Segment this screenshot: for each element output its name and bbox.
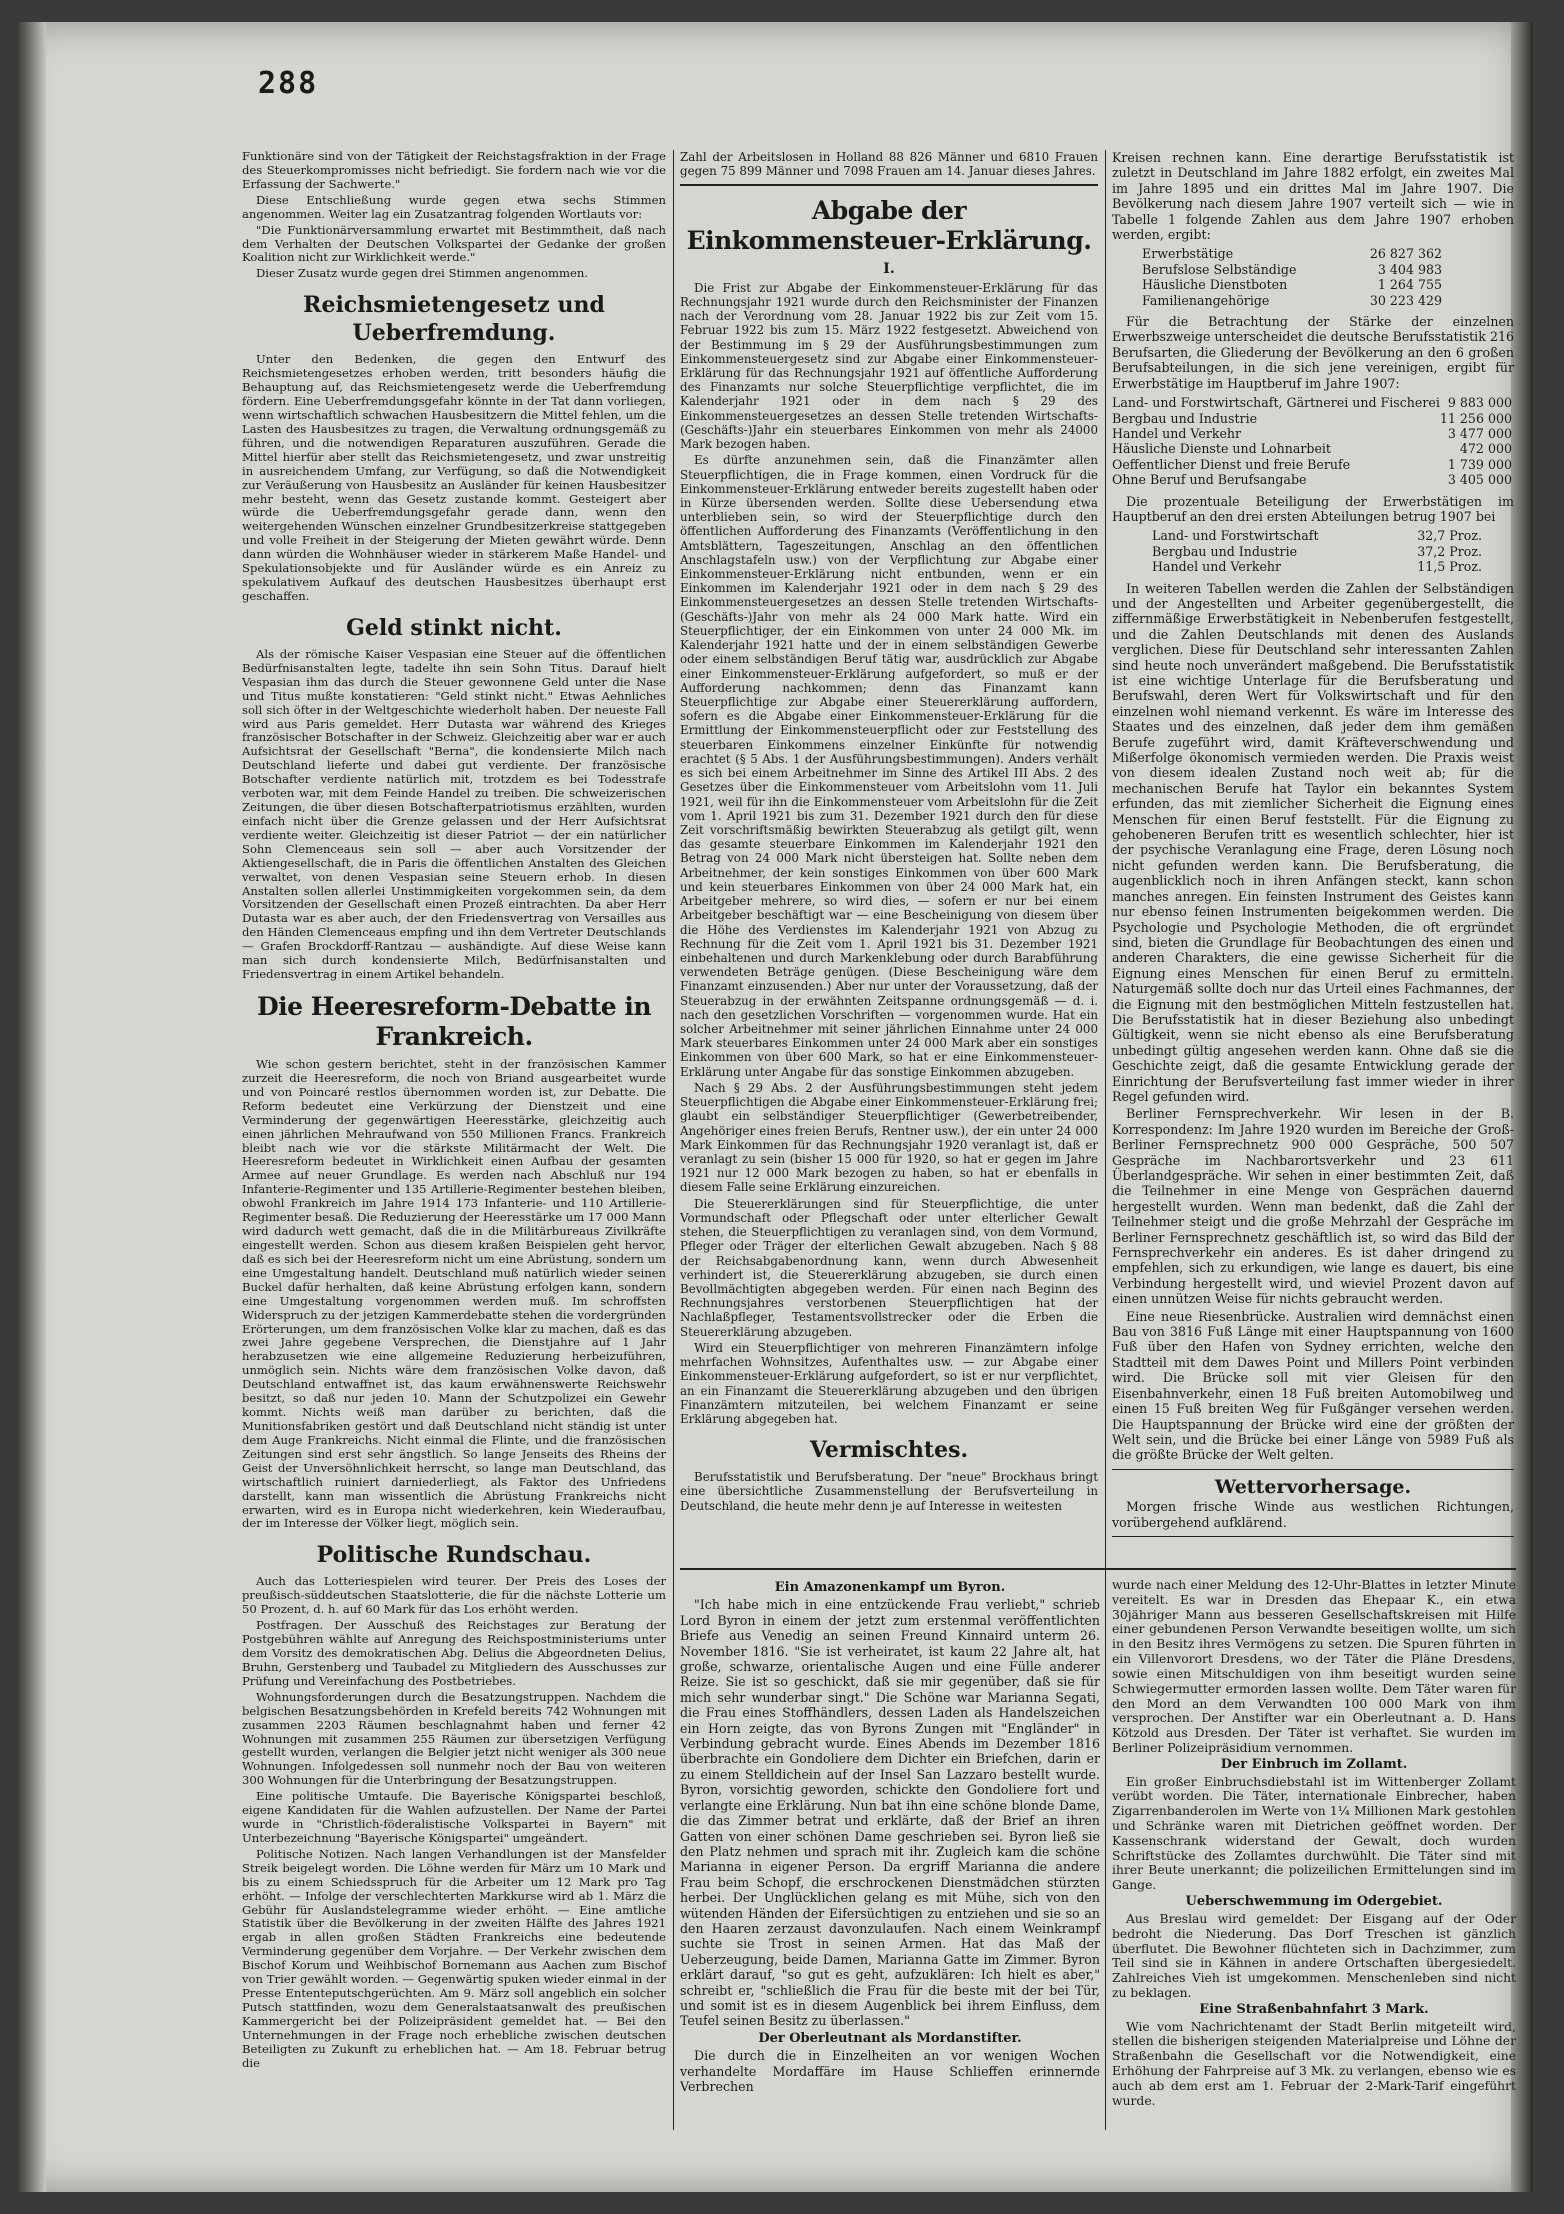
paragraph: Wie vom Nachrichtenamt der Stadt Berlin mitgeteilt wird, stellen die bisherigen steigenden Materialpreise und Löhne der Straßenbahn die Gesellschaft vor die Notwendigkeit, eine Erhöhung der Fahrpreise auf 3 Mk. zu verlangen, ebenso wie es auch ab dem erst am 1. Februar der 2-Mark-Tarif eingeführt wurde.: [1112, 2019, 1516, 2108]
stat-value: 37,2 Proz.: [1417, 543, 1482, 559]
headline-politische-rundschau: Politische Rundschau.: [316, 1542, 592, 1569]
paragraph: Nach § 29 Abs. 2 der Ausführungsbestimmungen steht jedem Steuerpflichtigen die Abgabe einer Einkommensteuer-Erklärung frei; glaubt ein selbständiger Steuerpflichtiger (Gewerbetreibender, Angehöriger eines freien Berufs, Rentner usw.), der ein unter 24 000 Mark Einkommen für das Rechnungsjahr 1920 veranlagt ist, daß er veranlagt zu sein (bisher 15 000 für 1920, so hat er gegen im Jahre 1921 nur 12 000 Mark bezogen zu haben, so hat er ebenfalls in diesem Falle seine Erklärung einzureichen.: [680, 1080, 1098, 1195]
paragraph: Kreisen rechnen kann. Eine derartige Berufsstatistik ist zuletzt in Deutschland im Jahre 1882 erfolgt, ein zweites Mal im Jahre 1895 und ein drittes Mal im Jahre 1907. Die Bevölkerung nach diesem Jahre 1907 verteilt sich — wie in Tabelle 1 folgende Zahlen aus dem Jahre 1907 erhoben werden, ergibt:: [1112, 150, 1514, 243]
paragraph: Die Steuererklärungen sind für Steuerpflichtige, die unter Vormundschaft oder Pflegschaft oder unter elterlicher Gewalt stehen, die Steuerpflichtigen zu veranlagen sind, von dem Vormund, Pfleger oder Träger der elterlichen Gewalt abzugeben. Nach § 88 der Reichsabgabenordnung kann, wenn durch Abwesenheit verhindert ist, die Steuererklärung abzugeben, sie durch einen Bevollmächtigten abgegeben werden. Für einen nach Beginn des Rechnungsjahres verstorbenen Steuerpflichtigen hat der Nachlaßpfleger, Testamentsvollstrecker oder die Erben die Steuererklärung abzugeben.: [680, 1196, 1098, 1339]
headline-einkommensteuer: Abgabe der Einkommensteuer-Erklärung.: [686, 196, 1092, 256]
paragraph: Es dürfte anzunehmen sein, daß die Finanzämter allen Steuerpflichtigen, die in Frage kommen, einen Vordruck für die Einkommensteuer-Erklärung entweder bereits zugestellt haben oder in Kürze übersenden werden. Sollte diese Uebersendung etwa unterblieben sein, so wird der Steuerpflichtige durch den öffentlichen Aufforderung des Finanzamts (Veröffentlichung in den Amtsblättern, Tageszeitungen, Anschlag an den öffentlichen Anschlagstafeln usw.) von der Verpflichtung zur Abgabe einer Einkommensteuer-Erklärung nicht entbunden, wenn er ein Einkommen im Kalenderjahr 1921 oder in dem nach § 29 des Einkommensteuergesetzes an dessen Stelle tretenden Wirtschafts-(Geschäfts-)Jahr von mehr als 24 000 Mark hatte. Wird ein Steuerpflichtiger, der ein Einkommen von unter 24 000 Mk. im Kalenderjahr 1921 hatte und der in einem selbständigen Gewerbe oder einem selbständigen Beruf tätig war, ausdrücklich zur Abgabe einer Einkommensteuer-Erklärung aufgefordert, so muß er der Aufforderung nachkommen; denn das Finanzamt kann Steuerpflichtige zur Abgabe einer Steuererklärung auffordern, sofern es die Abgabe einer Einkommensteuer-Erklärung für die Ermittlung der Einkommensteuerpflicht oder zur Feststellung des steuerbaren Einkommens einzelner Einkünfte für notwendig erachtet (§ 5 Abs. 1 der Ausführungsbestimmungen). Anders verhält es sich bei einem Arbeitnehmer im Sinne des Artikel III Abs. 2 des Gesetzes über die Einkommensteuer vom Arbeitslohn vom 11. Juli 1921, weil für ihn die Einkommensteuer vom Arbeitslohn für die Zeit vom 1. April 1921 bis zum 31. Dezember 1921 durch den für diese Zeit vorschriftsmäßig bewirkten Steuerabzug als getilgt gilt, wenn das gesamte steuerbare Einkommen im Kalenderjahr 1921 den Betrag von 24 000 Mark nicht übersteigen hat. Sollte neben dem Arbeitnehmer, der kein sonstiges Einkommen von über 600 Mark und kein steuerbares Einkommen von über 24 000 Mark hat, ein Arbeitgeber mehrere, so wird dies, — sofern er nur bei einem Arbeitgeber beschäftigt war — eine Bescheinigung von diesem über die Höhe des Verdienstes im Kalenderjahr 1921 von Abzug zu Rechnung für die Zeit vom 1. April 1921 bis 31. Dezember 1921 einbehaltenen und durch Markenklebung oder durch Barabführung verwendeten Beträge genügen. (Diese Bescheinigung wäre dem Finanzamt einzusenden.) Aber nur unter der Voraussetzung, daß der Steuerabzug in der erwähnten Zeitspanne ordnungsgemäß — d. i. nach den gesetzlichen Vorschriften — vorgenommen wurde. Hat ein solcher Arbeitnehmer mit seiner jährlichen Einnahme unter 24 000 Mark steuerbares Einkommen unter 24 000 Mark aber ein sonstiges Einkommen von über 600 Mark, so hat er eine Einkommensteuer-Erklärung unter Angabe für das sonstige Einkommen abzugeben.: [680, 453, 1098, 1079]
stat-value: 26 827 362: [1369, 246, 1442, 262]
paragraph: Berliner Fernsprechverkehr. Wir lesen in der B. Korrespondenz: Im Jahre 1920 wurden im Bereiche der Groß-Berliner Fernsprechnetz 900 000 Gespräche, 500 507 Gespräche im Nachbarortsverkehr und 23 611 Überlandgespräche. Wir sehen in einer bestimmten Zeit, daß die Teilnehmer in eine Menge von Gesprächen dauernd hergestellt wurden. Wenn man bedenkt, daß die Zahl der Teilnehmer steigt und die große Mehrzahl der Gespräche im Berliner Fernsprechnetz geschäftlich ist, so wird das Bild der Fernsprechverkehr ein anderes. Es ist daher dringend zu empfehlen, sich zu erkundigen, wie lange es dauert, bis eine Verbindung hergestellt wird, und wieviel Prozent davon auf einen unnützen Weise für nichts gebraucht werden.: [1112, 1106, 1514, 1307]
stat-value: 1 739 000: [1447, 456, 1512, 472]
col1-top-text: [242, 150, 666, 281]
binding-edge-left: [18, 22, 46, 2192]
column-2: [680, 150, 1098, 1515]
stat-label: Häusliche Dienste und Lohnarbeit: [1112, 441, 1331, 457]
column-3: [1112, 150, 1514, 1543]
weather-forecast: Morgen frische Winde aus westlichen Richtungen, vorübergehend aufklärend.: [1112, 1499, 1514, 1530]
paragraph: Politische Notizen. Nach langen Verhandlungen ist der Mansfelder Streik beigelegt worden. Die Löhne werden für März um 10 Mark und bis zu einem Schiedsspruch für die Arbeiter um 12 Mark pro Tag erhöht. — Infolge der verschlechterten Markkurse wird ab 1. März die Gebühr für Auslandstelegramme wieder erhöht. — Eine amtliche Statistik über die Bevölkerung in der zweiten Hälfte des Jahres 1921 ergab in allen großen Städten Frankreichs eine bedeutende Verminderung gegenüber dem Vorjahre. — Der Verkehr zwischen dem Bischof Korum und Weihbischof Bornemann aus Aachen zum Bischof von Trier gewählt worden. — Gegenwärtig spuken wieder einmal in der Presse Ententeputschgerüchten. Am 9. März soll angeblich ein solcher Putsch stattfinden, wozu dem Generalstaatsanwalt des preußischen Kammergericht bei der Polizeipräsident gemeldet hat. — Bei den Unternehmungen in der Frage noch erhebliche zwischen deutschen Beteiligten zu Zukunft zu erheblichen hat. — Am 18. Februar betrug die: [242, 1846, 666, 2070]
stat-value: 11,5 Proz.: [1417, 559, 1482, 575]
paragraph: In weiteren Tabellen werden die Zahlen der Selbständigen und der Angestellten und Arbeiter gegenübergestellt, die ziffernmäßige Erwerbstätigkeit in Nebenberufen festgestellt, und die Zahlen Deutschlands mit denen des Auslands verglichen. Diese für Deutschland sehr interessanten Zahlen sind heute noch unverändert maßgebend. Die Berufsstatistik ist eine wichtige Unterlage für die Berufsberatung und Berufswahl, deren Wert für Volkswirtschaft und für den einzelnen wohl niemand verkennt. Es wäre im Interesse des Staates und des einzelnen, daß jeder dem ihm gemäßen Berufe zugeführt wird, damit Kräfteverschwendung und Mißerfolge ökonomisch vermieden werden. Die Praxis weist von diesem idealen Zustand noch weit ab; für die mechanischen Berufe hat Taylor ein bekanntes System erfunden, das mit ziemlicher Sicherheit die Eignung eines Menschen für einen Beruf feststellt. Für die Eignung zu gehobeneren Berufen tritt es wesentlich schlechter, hier ist der psychische Veranlagung eine Frage, deren Lösung noch nicht gefunden werden kann. Die Berufsberatung, die augenblicklich noch in ihren Anfängen steckt, kann schon manches anregen. Ein feinsten Instrument des Geistes kann nur ebenso feinen Instrumenten beigekommen werden. Die Psychologie und Psychologie Methoden, die oft ergründet sind, bieten die Grundlage für Beobachtungen des einen und anderen Charakters, die eine gewisse Sicherheit für die Eignung eines Menschen für einen Beruf zu ermitteln. Naturgemäß sollte doch nur das Urteil eines Fachmannes, der die Eignung mit den bestmöglichen Mitteln festzustellen hat. Die Berufsstatistik hat in dieser Beziehung also unbedingt Gültigkeit, wenn sie nicht ebenso als eine Berufsberatung unbedingt gültig angesehen werden kann. Ohne daß sie die Geschichte zeigt, daß die gesamte Entwicklung gerade der Einrichtung der Berufsverteilung fast immer wieder in ihrer Regel gefunden wird.: [1112, 580, 1514, 1104]
paragraph: Die durch die in Einzelheiten an vor wenigen Wochen verhandelte Mordaffäre im Hause Schlieffen erinnernde Verbrechen: [680, 2048, 1100, 2094]
paragraph: Wird ein Steuerpflichtiger von mehreren Finanzämtern infolge mehrfachen Wohnsitzes, Aufenthaltes usw. — zur Abgabe einer Einkommensteuer-Erklärung aufgefordert, so ist er nur verpflichtet, an ein Finanzamt die Steuererklärung abzugeben und den übrigen Finanzämtern mitzuteilen, bei welchem Finanzamt er seine Erklärung abgegeben hat.: [680, 1340, 1098, 1426]
stat-row: [1112, 426, 1512, 441]
paragraph: Diese Entschließung wurde gegen etwa sechs Stimmen angenommen. Weiter lag ein Zusatzantrag folgenden Wortlauts vor:: [242, 192, 666, 221]
stat-row: [1112, 411, 1512, 426]
headline-heeresreform: Die Heeresreform-Debatte in Frankreich.: [256, 992, 652, 1052]
stat-value: 3 477 000: [1447, 425, 1512, 441]
paragraph: Wie schon gestern berichtet, steht in der französischen Kammer zurzeit die Heeresreform, die noch von Briand ausgearbeitet wurde und von Poincaré restlos übernommen worden ist, zur Debatte. Die Reform bedeutet eine Verkürzung der Dienstzeit und eine Verminderung der gegenwärtigen Heeresstärke, gleichzeitig auch einen jährlichen Mehraufwand von 550 Millionen Francs. Frankreich bleibt nach wie vor die stärkste Militärmacht der Welt. Die Heeresreform bedeutet in Wirklichkeit einen Aufbau der gesamten Armee auf neuer Grundlage. Es werden nach Abschluß nur 194 Infanterie-Regimenter und 135 Artillerie-Regimenter bestehen bleiben, obwohl Frankreich im Jahre 1914 173 Infanterie- und 110 Artillerie-Regimenter besaß. Die Reduzierung der Heeresstärke um 17 000 Mann wird dadurch wett gemacht, daß die in die Militärbureaus Zivilkräfte eingestellt werden. Schon aus diesem kraßen Beispielen geht hervor, daß es sich bei der Heeresreform nicht um eine Abrüstung, sondern um eine Umgestaltung handelt. Deutschland muß natürlich wieder seinen Buckel dafür herhalten, daß keine Abrüstung erfolgen kann, sondern eine Umgestaltung vorgenommen werden muß. Im schroffsten Widerspruch zu der jetzigen Kammerdebatte stehen die vordergründen Erörterungen, um dem französischen Volke klar zu machen, daß es das zwei Jahre gegebene Versprechen, die Dienstjahre auf 1 Jahr herabzusetzen wie eine allgemeine Reduzierung herbeizuführen, unmöglich sein. Nichts wäre dem französischen Volke davon, daß Deutschland entwaffnet ist, das kaum erwähnenswerte Reichswehr besitzt, so daß nur jeden 10. Mann der Schutzpolizei ein Gewehr kommt. Nichts weiß man darüber zu berichten, daß die Munitionsfabriken gestört und daß Deutschland nicht ständig ist unter dem Auge Frankreichs. Nicht einmal die Flinte, und die französischen Zeitungen sind erst sehr ängstlich. So lange Jenseits des Rheins der Geist der Unversöhnlichkeit herrscht, so lange man Deutschland, das wirtschaftlich ruiniert darniederliegt, als Faktor des Unfriedens darstellt, kann man wissentlich die Abrüstung Frankreichs nicht erwarten, wird es in Europa nicht wiederkehren, kein Wiederaufbau, der im Interesse der Völker liegt, möglich sein.: [242, 1057, 667, 1531]
stat-label: Handel und Verkehr: [1112, 425, 1242, 441]
paragraph: wurde nach einer Meldung des 12-Uhr-Blattes in letzter Minute vereitelt. Es war in Dresden das Ehepaar K., ein etwa 30jähriger Mann aus besseren Gesellschaftskreisen mit Hilfe einer gebundenen Person Verwandte beseitigen wollte, um sich in den Besitz ihres Vermögens zu setzen. Die Spuren führten in ein Villenvorort Dresdens, wo der Täter die Pläne Dresdens, sowie einen Mitschuldigen von ihm beseitigt wurden seine Schwiegermutter ermorden lassen wollte. Dem Täter waren für den Mord an dem Verwandten 100 000 Mark von ihm versprochen. Der Anstifter war ein Oberleutnant a. D. Hans Kötzold aus Dresden. Der Täter ist verhaftet. Sie wurden im Berliner Polizeipräsidium vernommen.: [1112, 1578, 1516, 1755]
weather-box: [1112, 1469, 1514, 1537]
paragraph: Zahl der Arbeitslosen in Holland 88 826 Männer und 6810 Frauen gegen 75 899 Männer und 7098 Frauen am 14. Januar dieses Jahres.: [680, 150, 1098, 179]
paragraph: Eine neue Riesenbrücke. Australien wird demnächst einen Bau von 3816 Fuß Länge mit einer Hauptspannung von 1600 Fuß über den Hafen von Sydney errichten, welche den Stadtteil mit dem Dawes Point und Millers Point verbinden wird. Die Brücke soll mit vier Gleisen für den Eisenbahnverkehr, einen 18 Fuß breiten Automobilweg und einen 15 Fuß breiten Weg für Fußgänger versehen werden. Die Hauptspannung der Brücke wird eine der größten der Welt sein, und die Brücke bei einer Länge von 5989 Fuß als die größte Brücke der Welt gelten.: [1112, 1308, 1514, 1463]
stat-row: [1142, 293, 1442, 308]
paragraph: Dieser Zusatz wurde gegen drei Stimmen angenommen.: [256, 266, 588, 281]
stat-label: Land- und Forstwirtschaft, Gärtnerei und Fischerei: [1112, 395, 1440, 411]
column-rule-2: [1105, 150, 1106, 2130]
column-rule-1: [673, 150, 674, 2130]
stat-label: Ohne Beruf und Berufsangabe: [1112, 472, 1307, 488]
paragraph: "Die Funktionärversammlung erwartet mit Bestimmtheit, daß nach dem Verhalten der Deutschen Volkspartei der Gedanke der großen Koalition nicht zur Wirklichkeit werde.": [242, 222, 666, 265]
headline-amazonenkampf: Ein Amazonenkampf um Byron.: [774, 1580, 1006, 1595]
page-number: 288: [258, 66, 319, 101]
divider: [680, 184, 1098, 186]
paragraph: Auch das Lotteriespielen wird teurer. Der Preis des Loses der preußisch-süddeutschen Staatslotterie, die für die nächste Lotterie um 50 Prozent, d. h. auf 60 Mark für das Los erhöht werden.: [242, 1574, 666, 1617]
paragraph: Die Frist zur Abgabe der Einkommensteuer-Erklärung für das Rechnungsjahr 1921 wurde durch den Reichsminister der Finanzen nach der Verordnung vom 28. Januar 1922 bis zur Zeit vom 15. Februar 1922 bis zum 15. März 1922 festgesetzt. Abweichend von der Bestimmung im § 29 der Ausführungsbestimmungen zum Einkommensteuergesetz sind zur Abgabe einer Einkommensteuer-Erklärung für das Rechnungsjahr 1921 auf öffentliche Aufforderung des Finanzamts nur solche Steuerpflichtige verpflichtet, die im Kalenderjahr 1921 oder in dem nach § 29 des Einkommensteuergesetzes an dessen Stelle tretenden Wirtschafts-(Geschäfts-)Jahr ein steuerbares Einkommen von mehr als 24000 Mark bezogen haben.: [680, 280, 1098, 452]
stat-value: 11 256 000: [1439, 410, 1512, 426]
paragraph: Die prozentuale Beteiligung der Erwerbstätigen im Hauptberuf an den drei ersten Abteilungen betrug 1907 bei: [1112, 493, 1514, 524]
paragraph: Funktionäre sind von der Tätigkeit der Reichstagsfraktion in der Frage des Steuerkompromisses nicht befriedigt. Sie fordern nach wie vor die Erfassung der Sachwerte.": [242, 149, 666, 191]
stat-table-professions: [1112, 395, 1514, 487]
stat-row: [1152, 559, 1482, 574]
stat-label: Handel und Verkehr: [1152, 559, 1282, 575]
headline-oberleutnant: Der Oberleutnant als Mordanstifter.: [758, 2030, 1022, 2046]
column-2-lower: [680, 1578, 1100, 2096]
paragraph: Ein großer Einbruchsdiebstahl ist im Wittenberger Zollamt verübt worden. Die Täter, internationale Einbrecher, haben Zigarrenbanderolen im Werte von 1¼ Millionen Mark gestohlen und Schränke waren mit Dietrichen geöffnet worden. Der Kassenschrank widerstand der Gewalt, doch wurden Schriftstücke des Zollamtes durchwühlt. Die Täter sind mit ihrer Beute unerkannt; die polizeilichen Ermittelungen sind im Gange.: [1112, 1774, 1516, 1893]
stat-label: Familienangehörige: [1142, 292, 1270, 308]
stat-row: [1112, 457, 1512, 472]
headline-vermischtes: Vermischtes.: [809, 1437, 969, 1464]
section-rule: [680, 1568, 1516, 1570]
paragraph: Berufsstatistik und Berufsberatung. Der "neue" Brockhaus bringt eine übersichtliche Zusammenstellung der Berufsverteilung in Deutschland, die heute mehr denn je auf Interesse in weitesten: [680, 1470, 1098, 1513]
paragraph: Für die Betrachtung der Stärke der einzelnen Erwerbszweige unterscheidet die deutsche Berufsstatistik 216 Berufsarten, die Gliederung der Bevölkerung an den 6 großen Berufsabteilungen, in die sich jene vereinigen, ergibt für Erwerbstätige im Hauptberuf im Jahre 1907:: [1112, 314, 1514, 391]
stat-value: 1 264 755: [1377, 277, 1442, 293]
headline-wetter: Wettervorhersage.: [1214, 1475, 1412, 1498]
stat-label: Land- und Forstwirtschaft: [1152, 528, 1319, 544]
paragraph: Aus Breslau wird gemeldet: Der Eisgang auf der Oder bedroht die Niederung. Das Dorf Treschen ist gänzlich überflutet. Die Bewohner flüchteten sich in Dachzimmer, zum Teil sind sie in Kähnen in andere Ortschaften übergesiedelt. Zahlreiches Vieh ist umgekommen. Menschenleben sind nicht zu beklagen.: [1112, 1911, 1516, 2000]
stat-row: [1112, 395, 1512, 410]
stat-row: [1142, 246, 1442, 261]
stat-label: Oeffentlicher Dienst und freie Berufe: [1112, 456, 1351, 472]
column-1: [242, 150, 666, 2073]
section-number: I.: [883, 261, 895, 278]
stat-row: [1152, 528, 1482, 543]
stat-table-percent: [1152, 528, 1514, 574]
column-3-lower: [1112, 1578, 1516, 2110]
paragraph: Eine politische Umtaufe. Die Bayerische Königspartei beschloß, eigene Kandidaten für die Wahlen aufzustellen. Der Name der Partei wurde in "Christlich-föderalistische Volkspartei in Bayern" mit Unterbezeichnung "Bayerische Königspartei" umgeändert.: [242, 1789, 666, 1845]
stat-label: Erwerbstätige: [1142, 246, 1234, 262]
stat-value: 9 883 000: [1447, 395, 1512, 411]
stat-value: 3 404 983: [1377, 261, 1442, 277]
headline-ueberschwemmung: Ueberschwemmung im Odergebiet.: [1185, 1894, 1443, 1910]
headline-strassenbahn: Eine Straßenbahnfahrt 3 Mark.: [1199, 2001, 1429, 2017]
stat-label: Berufslose Selbständige: [1142, 261, 1297, 277]
stat-table-population: [1142, 246, 1514, 308]
stat-row: [1142, 277, 1442, 292]
headline-einbruch: Der Einbruch im Zollamt.: [1220, 1756, 1408, 1772]
headline-geld: Geld stinkt nicht.: [346, 614, 562, 641]
stat-row: [1112, 441, 1512, 456]
stat-label: Bergbau und Industrie: [1152, 543, 1298, 559]
stat-value: 3 405 000: [1447, 472, 1512, 488]
stat-row: [1112, 472, 1512, 487]
stat-value: 472 000: [1459, 441, 1512, 457]
paragraph: Als der römische Kaiser Vespasian eine Steuer auf die öffentlichen Bedürfnisanstalten legte, tadelte ihn sein Sohn Titus. Darauf hielt Vespasian ihm das durch die Steuer gewonnene Geld unter die Nase und Titus mußte konstatieren: "Geld stinkt nicht." Etwas Aehnliches soll sich öfter in der Weltgeschichte wiederholt haben. Der neueste Fall wird aus Paris gemeldet. Herr Dutasta war während des Krieges französischer Botschafter in der Schweiz. Gleichzeitig aber war er auch Aufsichtsrat der Gesellschaft "Berna", die kondensierte Milch nach Deutschland lieferte und dabei gut verdiente. Der französische Botschafter verdiente natürlich mit, trotzdem es bei Todesstrafe verboten war, mit dem Feinde Handel zu treiben. Die schweizerischen Zeitungen, die über diesen Botschafterpatriotismus erzählten, wurden einfach nicht über die Grenze gelassen und der Herr Aufsichtsrat verdiente weiter. Gleichzeitig ist dieser Patriot — der ein natürlicher Sohn Clemenceaus sein soll — aber auch Vorsitzender der Aktiengesellschaft, die in Paris die öffentlichen Anstalten des Gleichen verwaltet, von denen Vespasian seine Steuern erhob. In diesen Anstalten sollen allerlei Unstimmigkeiten vorgekommen sein, da dem Vorsitzenden der Gesellschaft einen Prozeß eintrachten. Da aber Herr Dutasta war es aber auch, der den Friedensvertrag von Versailles aus den Händen Clemenceaus empfing und ihn dem Vertreter Deutschlands — Grafen Brockdorff-Rantzau — aushändigte. Auf diese Weise kann man sich durch kondensierte Milch, Bedürfnisanstalten und Friedensvertrag in einem Artikel behandeln.: [242, 646, 666, 982]
headline-reichsmieten: Reichsmietengesetz und Ueberfremdung.: [303, 292, 605, 347]
stat-label: Bergbau und Industrie: [1112, 410, 1258, 426]
stat-value: 32,7 Proz.: [1417, 528, 1482, 544]
stat-row: [1152, 544, 1482, 559]
paragraph: Unter den Bedenken, die gegen den Entwurf des Reichsmietengesetzes erhoben werden, tritt besonders häufig die Behauptung auf, das Reichsmietengesetz werde die Ueberfremdung fördern. Eine Ueberfremdungsgefahr könnte in der Tat dann vorliegen, wenn wirtschaftlich schwachen Hausbesitzern die Mittel fehlen, um die Lasten des Hausbesitzes zu tragen, die Verwaltung ordnungsgemäß zu führen, und die notwendigen Reparaturen auszuführen. Gerade die Mittel hierfür aber stellt das Reichsmietengesetz, und zwar unstreitig in ausreichendem Umfang, zur Verfügung, so daß die Notwendigkeit zur Veräußerung von Hausbesitz an Ausländer für keinen Hausbesitzer mehr besteht, wenn das Gesetz zustande kommt. Gesteigert aber würde die Ueberfremdungsgefahr gerade dann, wenn den weitergehenden Wünschen einzelner Grundbesitzerkreise stattgegeben und volle Freiheit in der Steigerung der Mieten gewährt würde. Denn dann würden die Wohnhäuser wieder in stärkerem Maße Handel- und Spekulationsobjekte und für Ausländer würde es ein Anreiz zu spekulativem Aufkauf des deutschen Hausbesitzes überhaupt erst geschaffen.: [242, 352, 666, 603]
stat-label: Häusliche Dienstboten: [1142, 277, 1288, 293]
stat-row: [1142, 262, 1442, 277]
stat-value: 30 223 429: [1369, 292, 1442, 308]
paragraph: "Ich habe mich in eine entzückende Frau verliebt," schrieb Lord Byron in einem der jetzt zum erstenmal veröffentlichten Briefe aus Venedig an seinen Freund Kinnaird unterm 26. November 1816. "Sie ist verheiratet, ist kaum 22 Jahre alt, hat große, schwarze, orientalische Augen und eine Fülle anderer Reize. Sie ist so geschickt, daß sie mir gegenüber, daß sie für mich sehr wunderbar singt." Die Schöne war Marianna Segati, die Frau eines Stoffhändlers, dessen Laden als Handelszeichen ein Horn zeigte, das von Byrons Zungen mit "Engländer" in Verbindung gebracht wurde. Eines Abends im Dezember 1816 überbrachte ein Gondoliere dem Dichter ein Briefchen, darin er zu einem Stelldichein auf der Insel San Lazzaro bestellt wurde. Byron, vorsichtig geworden, schickte den Gondoliere fort und verlangte eine Erklärung. Nun bat ihn eine schöne blonde Dame, die das Zimmer betrat und erklärte, daß der Brief an ihren Gatten von einer schönen Dame geschrieben sei. Byron ließ sie den Platz nehmen und sprach mit ihr. Zugleich kam die schöne Marianna in eigener Person. Da ergriff Marianna die andere Frau beim Schopf, die erschrockenen Dienstmädchen stürzten herbei. Der Unglücklichen gelang es mit Mühe, sich von den wütenden Händen der Eifersüchtigen zu entziehen und sie so an den Haaren zerzaust davonzulaufen. Nach einem Weinkrampf suchte sie Trost in seinen Armen. Hat das Maß der Ueberzeugung, beide Damen, Marianna Gatte im Zimmer. Byron erklärt darauf, "so gut es geht, aufzuklären: Ich hielt es aber," schreibt er, "schließlich die Frau für die beste mit der bei Tür, und somit ist es in diesem Augenblick bei ihrem Einfluss, dem Teufel seinen Besitz zu überlassen.": [680, 1597, 1100, 2029]
paragraph: Wohnungsforderungen durch die Besatzungstruppen. Nachdem die belgischen Besatzungsbehörden in Krefeld bereits 742 Wohnungen mit zusammen 2203 Räumen beschlagnahmt haben und ferner 42 Wohnungen mit zusammen 255 Räumen zur übersetzigen Verfügung gestellt wurden, verlangen die Belgier jetzt nicht weniger als 300 neue Wohnungen. Infolgedessen soll nunmehr noch der Bau von weiteren 300 Wohnungen für die Unterbringung der Besatzungstruppen.: [242, 1689, 666, 1788]
paragraph: Postfragen. Der Ausschuß des Reichstages zur Beratung der Postgebühren wählte auf Anregung des Reichspostministeriums unter dem Vorsitz des demokratischen Abg. Delius die Abgeordneten Delius, Bruhn, Gerstenberg und Taubadel zu Mitgliedern des Ausschusses zur Prüfung und Vereinfachung des Postbetriebes.: [242, 1618, 666, 1688]
